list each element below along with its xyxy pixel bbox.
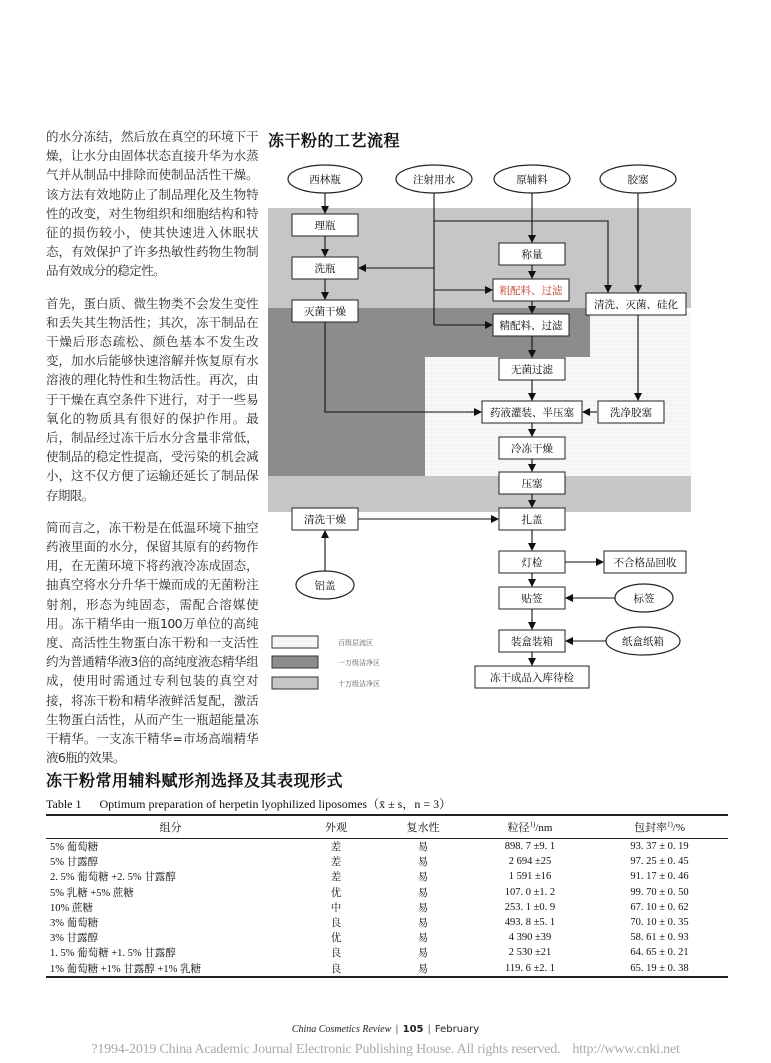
cell-appearance: 差 <box>330 857 342 869</box>
col-header-particle-size-label: 粒径 <box>507 822 530 834</box>
input-label <box>615 584 673 612</box>
cell-encapsulation: 65. 19 ± 0. 38 <box>630 962 689 974</box>
table-row <box>46 945 728 960</box>
body-paragraph-3: 简而言之，冻干粉是在低温环境下抽空药液里面的水分，保留其原有的药物作用，在无菌环境下将药液冷冻成固态，抽真空将水分升华干燥而成的无菌粉注射剂，形态为纯固态，需配合溶媒使用。冻干精华由一瓶100万单位的高纯度、高活性生物蛋白冻干粉和一支活性约为普通精华液3倍的高纯度液态精华组成，使用时需通过专利包装的真空对接，将冻干粉和精华液鲜活复配，激活生物蛋白活性，从而产生一瓶超能量冻干精华。一支冻干精华=市场高端精华液6瓶的效果。 <box>46 519 258 766</box>
step-labeling <box>499 587 565 609</box>
journal-name: China Cosmetics Review <box>291 1024 392 1035</box>
step-cap-wash-dry-label: 清洗干燥 <box>304 514 346 526</box>
input-stopper-label: 胶塞 <box>627 174 649 186</box>
step-freeze-dry <box>499 437 565 459</box>
step-freeze-dry-label: 冷冻干燥 <box>511 443 553 455</box>
cell-appearance: 良 <box>330 948 342 960</box>
step-light-inspect <box>499 551 565 573</box>
step-fine-mix-label: 精配料、过滤 <box>499 320 563 332</box>
step-sterile-filter <box>499 358 565 380</box>
issue-month: February <box>434 1024 480 1035</box>
cell-encapsulation: 64. 65 ± 0. 21 <box>630 947 689 959</box>
cell-component: 1. 5% 葡萄糖 +1. 5% 甘露醇 <box>50 948 176 960</box>
cell-particle-size: 253. 1 ±0. 9 <box>504 901 556 913</box>
col-header-particle-size <box>469 815 591 839</box>
table-row <box>46 885 728 900</box>
col-header-component: 组分 <box>159 822 182 834</box>
table-section-title: 冻干粉常用辅料赋形剂选择及其表现形式 <box>46 771 344 790</box>
input-water-label: 注射用水 <box>413 174 455 186</box>
cell-encapsulation: 70. 10 ± 0. 35 <box>630 917 689 929</box>
footer-separator: | <box>427 1024 431 1035</box>
step-reject-recycle-label: 不合格品回收 <box>613 557 677 569</box>
step-sterilize-dry-label: 灭菌干燥 <box>304 306 346 318</box>
cell-appearance: 优 <box>330 933 342 945</box>
step-sterilize-dry <box>292 300 358 322</box>
cell-rehydration: 易 <box>417 887 429 899</box>
cell-rehydration: 易 <box>417 872 429 884</box>
cell-rehydration: 易 <box>417 918 429 930</box>
step-rough-mix <box>493 279 569 301</box>
input-stopper <box>600 165 676 193</box>
step-stopper-process-label: 清洗、灭菌、硅化 <box>594 299 678 311</box>
step-weigh <box>499 243 565 265</box>
footnote-marker: 1) <box>529 820 536 829</box>
step-reject-recycle <box>604 551 686 573</box>
cell-particle-size: 119. 6 ±2. 1 <box>505 962 555 974</box>
cell-particle-size: 2 530 ±21 <box>508 947 552 959</box>
cell-particle-size: 4 390 ±39 <box>508 932 552 944</box>
cell-rehydration: 易 <box>417 948 429 960</box>
table-row <box>46 839 728 855</box>
body-paragraph-1: 的水分冻结，然后放在真空的环境下干燥，让水分由固体状态直接升华为水蒸气并从制品中排除而使制品活性干燥。该方法有效地防止了制品理化及生物特性的改变，对生物组织和细胞结构和特征的损伤较小，使其快速进入休眠状态，有效保护了许多热敏性药物生物制品有效成分的稳定性。 <box>46 129 258 279</box>
cell-particle-size: 493. 8 ±5. 1 <box>504 917 556 929</box>
input-carton <box>606 627 680 655</box>
legend-swatch-class100 <box>272 636 318 648</box>
cell-appearance: 差 <box>330 872 342 884</box>
cell-component: 5% 葡萄糖 <box>50 842 99 854</box>
cell-rehydration: 易 <box>417 857 429 869</box>
step-fill-half-stopper <box>482 401 582 423</box>
step-press-stopper-label: 压塞 <box>521 478 543 490</box>
step-wash-vials-label: 洗瓶 <box>314 263 336 275</box>
step-labeling-label: 贴签 <box>521 593 543 605</box>
step-wash-vials <box>292 257 358 279</box>
input-raw-material <box>494 165 570 193</box>
input-vial-label: 西林瓶 <box>309 174 341 186</box>
legend-label-class10k: 一万级洁净区 <box>338 659 380 667</box>
col-header-encapsulation-label: 包封率 <box>633 822 667 834</box>
legend-swatch-class100k <box>272 677 318 689</box>
cell-rehydration: 易 <box>417 933 429 945</box>
cell-encapsulation: 67. 10 ± 0. 62 <box>630 901 689 913</box>
cell-component: 1% 葡萄糖 +1% 甘露醇 +1% 乳糖 <box>50 963 201 975</box>
legend <box>272 636 380 689</box>
step-sterile-filter-label: 无菌过滤 <box>511 364 553 376</box>
step-sort-vials <box>292 214 358 236</box>
cell-component: 3% 葡萄糖 <box>50 918 99 930</box>
cell-appearance: 差 <box>330 842 342 854</box>
cell-encapsulation: 97. 25 ± 0. 45 <box>630 856 689 868</box>
cell-encapsulation: 58. 61 ± 0. 93 <box>630 932 689 944</box>
table-row <box>46 961 728 977</box>
step-clean-stopper <box>598 401 664 423</box>
cell-encapsulation: 93. 37 ± 0. 19 <box>630 841 689 853</box>
left-column <box>46 127 258 781</box>
footnote-marker: 1) <box>666 820 673 829</box>
step-fill-half-stopper-label: 药液灌装、半压塞 <box>490 407 574 419</box>
step-press-stopper <box>499 472 565 494</box>
cell-appearance: 中 <box>330 902 342 914</box>
cell-component: 2. 5% 葡萄糖 +2. 5% 甘露醇 <box>50 872 176 884</box>
input-label-label: 标签 <box>633 593 655 605</box>
table-row <box>46 854 728 869</box>
cell-rehydration: 易 <box>417 963 429 975</box>
step-stopper-process <box>586 293 686 315</box>
input-carton-label: 纸盒纸箱 <box>622 636 664 648</box>
body-paragraph-2: 首先，蛋白质、微生物类不会发生变性和丢失其生物活性；其次，冻干制品在干燥后形态疏松、颜色基本不发生改变，加水后能够快速溶解并恢复原有水溶液的理化特性和生物活性。再次，由于干燥在真空条件下进行，对于一些易氧化的物质具有很好的保护作用。最后，制品经过冻干后水分含量非常低，使制品的稳定性提高，受污染的机会减小，这不仅方便了运输还延长了制品保存期限。 <box>46 295 258 503</box>
zone-class100k-bottom <box>268 476 691 512</box>
cell-particle-size: 107. 0 ±1. 2 <box>504 886 556 898</box>
table-caption-label: Table 1 <box>46 797 82 811</box>
process-flowchart <box>266 160 696 735</box>
table-row <box>46 869 728 884</box>
step-fine-mix <box>493 314 569 336</box>
cell-particle-size: 2 694 ±25 <box>508 856 552 868</box>
col-header-encapsulation-unit: /% <box>672 822 686 834</box>
col-header-rehydration: 复水性 <box>406 822 440 834</box>
cell-encapsulation: 91. 17 ± 0. 46 <box>630 871 689 883</box>
cell-component: 5% 乳糖 +5% 蔗糖 <box>50 887 134 899</box>
cell-component: 5% 甘露醇 <box>50 857 99 869</box>
input-aluminum-cap <box>296 571 354 599</box>
step-light-inspect-label: 灯检 <box>521 557 543 569</box>
table-caption <box>46 795 451 812</box>
cell-rehydration: 易 <box>417 902 429 914</box>
cell-appearance: 优 <box>330 887 342 899</box>
excipient-table <box>46 814 728 978</box>
step-rough-mix-label: 粗配料、过滤 <box>499 285 563 297</box>
copyright-line <box>0 1042 771 1058</box>
table-caption-text: Optimum preparation of herpetin lyophilized liposomes（x̄ ± s，n = 3） <box>99 797 452 811</box>
input-water <box>396 165 472 193</box>
cnki-link[interactable]: http://www.cnki.net <box>572 1042 680 1057</box>
table-header-row <box>46 815 728 839</box>
zone-class100-right <box>590 313 691 357</box>
col-header-particle-size-unit: /nm <box>535 822 553 834</box>
step-storage-label: 冻干成品入库待检 <box>490 672 574 684</box>
step-storage <box>475 666 589 688</box>
step-clean-stopper-label: 洗净胶塞 <box>610 407 652 419</box>
legend-swatch-class10k <box>272 656 318 668</box>
step-packing <box>499 630 565 652</box>
page-footer <box>0 1024 771 1035</box>
step-weigh-label: 称量 <box>521 249 543 261</box>
cell-particle-size: 1 591 ±16 <box>508 871 552 883</box>
cell-particle-size: 898. 7 ±9. 1 <box>504 841 556 853</box>
legend-label-class100k: 十万级洁净区 <box>338 680 380 688</box>
col-header-encapsulation <box>591 815 728 839</box>
step-cap-wash-dry <box>292 508 358 530</box>
table-row <box>46 915 728 930</box>
cell-component: 10% 蔗糖 <box>50 902 93 914</box>
input-raw-material-label: 原辅料 <box>516 174 548 186</box>
input-aluminum-cap-label: 铝盖 <box>314 580 336 592</box>
cell-component: 3% 甘露醇 <box>50 933 99 945</box>
col-header-appearance: 外观 <box>325 822 347 834</box>
cell-appearance: 良 <box>330 963 342 975</box>
table-row <box>46 930 728 945</box>
page-number: 105 <box>402 1024 424 1035</box>
step-crimp <box>499 508 565 530</box>
footer-separator: | <box>395 1024 399 1035</box>
cell-encapsulation: 99. 70 ± 0. 50 <box>630 886 689 898</box>
input-vial <box>288 165 362 193</box>
cell-appearance: 良 <box>330 918 342 930</box>
cell-rehydration: 易 <box>417 842 429 854</box>
copyright-text: ?1994-2019 China Academic Journal Electronic Publishing House. All rights reserved. <box>91 1042 561 1057</box>
step-packing-label: 装盒装箱 <box>511 636 553 648</box>
step-sort-vials-label: 理瓶 <box>314 220 336 232</box>
legend-label-class100: 百级层流区 <box>338 639 373 647</box>
step-crimp-label: 扎盖 <box>521 514 543 526</box>
table-row <box>46 900 728 915</box>
flowchart-title: 冻干粉的工艺流程 <box>268 131 401 150</box>
